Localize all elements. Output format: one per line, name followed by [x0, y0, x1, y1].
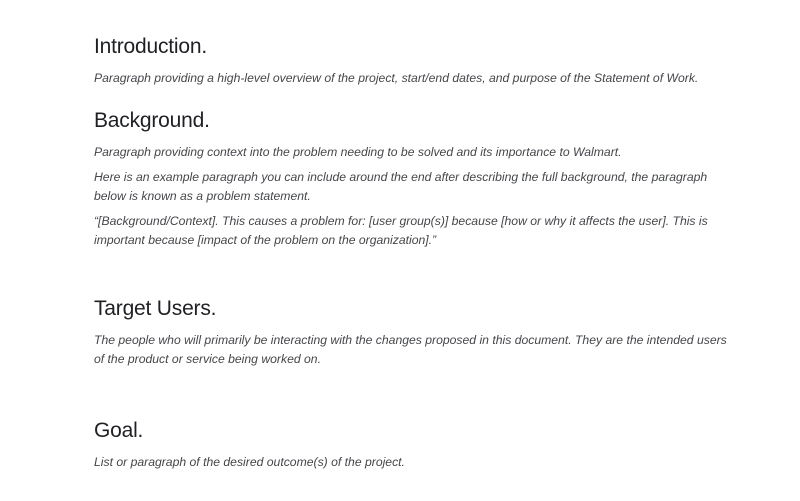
problem-statement-template: “[Background/Context]. This causes a problem for: [user group(s)] because [how or why it affects the user]. This is important because [impact of the problem on the organization].”: [94, 214, 708, 247]
background-paragraph-example: Here is an example paragraph you can include around the end after describing the full background, the paragraph below is known as a problem statement.: [94, 170, 708, 203]
introduction-section: [94, 34, 734, 88]
background-paragraph-context: Paragraph providing context into the problem needing to be solved and its importance to Walmart.: [94, 145, 622, 159]
background-section: [94, 108, 734, 250]
target-users-heading: Target Users.: [94, 297, 217, 320]
goal-heading: Goal.: [94, 419, 144, 442]
goal-paragraph: List or paragraph of the desired outcome(s) of the project.: [94, 455, 405, 469]
background-heading: Background.: [94, 109, 210, 132]
introduction-paragraph: Paragraph providing a high-level overview of the project, start/end dates, and purpose of the Statement of Work.: [94, 71, 699, 85]
target-users-paragraph: The people who will primarily be interacting with the changes proposed in this document. They are the intended users of the product or service being worked on.: [94, 333, 727, 366]
introduction-heading: Introduction.: [94, 35, 207, 58]
target-users-section: [94, 296, 734, 369]
goal-section: [94, 418, 734, 472]
